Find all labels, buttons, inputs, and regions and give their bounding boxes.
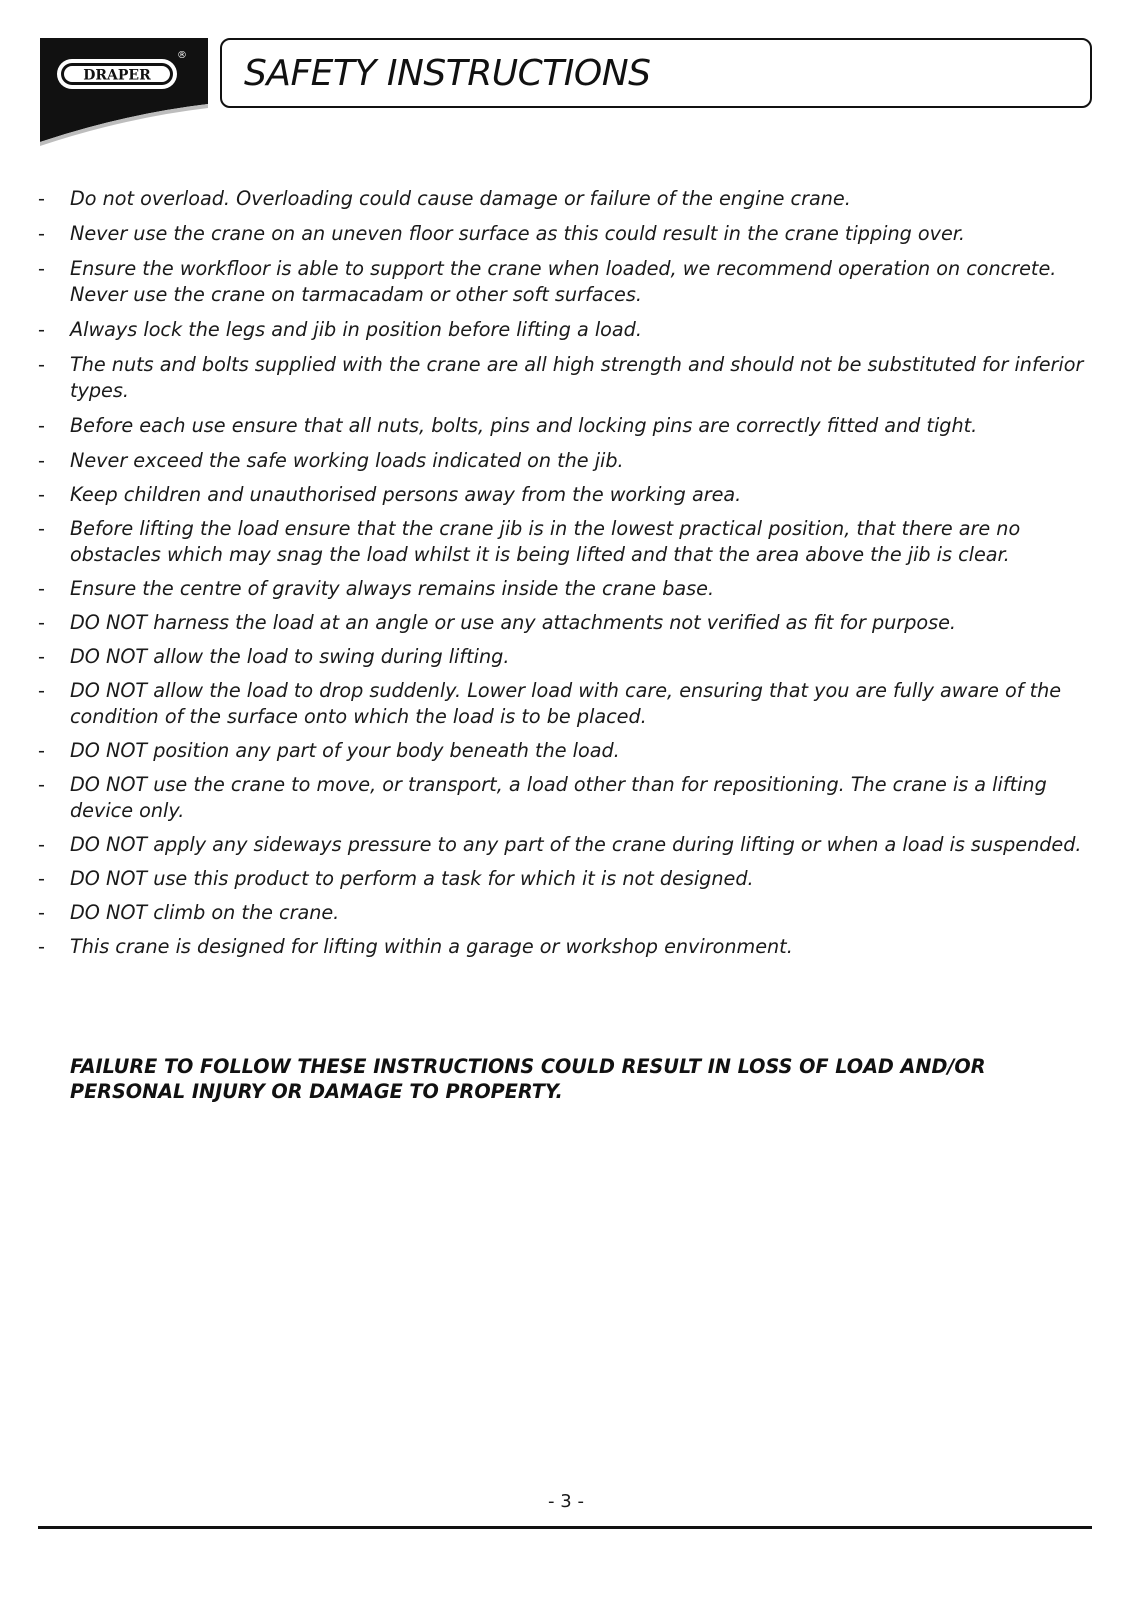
list-bullet: -: [38, 773, 45, 796]
list-bullet: -: [38, 645, 45, 668]
list-item-text: Keep children and unauthorised persons away from the working area.: [70, 483, 742, 506]
list-item: [38, 317, 1098, 343]
list-item: [38, 934, 1098, 960]
list-item-text: Do not overload. Overloading could cause damage or failure of the engine crane.: [70, 187, 851, 210]
registered-mark: ®: [177, 50, 187, 61]
list-item: [38, 576, 1098, 602]
list-item-text: DO NOT climb on the crane.: [70, 901, 340, 924]
list-bullet: -: [38, 187, 45, 210]
list-bullet: -: [38, 318, 45, 341]
brand-logo: [40, 38, 208, 148]
list-item: [38, 256, 1098, 308]
list-item: [38, 678, 1098, 730]
list-item-text: Never exceed the safe working loads indicated on the jib.: [70, 449, 624, 472]
list-item-text: Ensure the workfloor is able to support the crane when loaded, we recommend operation on concrete. Never use the crane on tarmacadam or other soft surfaces.: [70, 257, 1057, 306]
list-item-text: Never use the crane on an uneven floor surface as this could result in the crane tipping over.: [70, 222, 966, 245]
brand-logo-graphic: [40, 38, 208, 148]
list-item: [38, 516, 1098, 568]
brand-name: DRAPER: [83, 67, 151, 84]
list-item-text: DO NOT harness the load at an angle or use any attachments not verified as fit for purpose.: [70, 611, 957, 634]
list-item: [38, 738, 1098, 764]
list-bullet: -: [38, 935, 45, 958]
list-item-text: Before each use ensure that all nuts, bolts, pins and locking pins are correctly fitted and tight.: [70, 414, 978, 437]
footer-divider: [38, 1526, 1092, 1529]
list-bullet: -: [38, 257, 45, 280]
list-bullet: -: [38, 449, 45, 472]
list-item-text: DO NOT use this product to perform a task for which it is not designed.: [70, 867, 754, 890]
list-bullet: -: [38, 901, 45, 924]
list-bullet: -: [38, 577, 45, 600]
list-item: [38, 413, 1098, 439]
list-item-text: DO NOT allow the load to swing during lifting.: [70, 645, 510, 668]
list-bullet: -: [38, 867, 45, 890]
list-item: [38, 644, 1098, 670]
list-item: [38, 772, 1098, 824]
list-item-text: Ensure the centre of gravity always remains inside the crane base.: [70, 577, 715, 600]
list-bullet: -: [38, 833, 45, 856]
list-item: [38, 221, 1098, 247]
list-bullet: -: [38, 353, 45, 376]
warning-notice: FAILURE TO FOLLOW THESE INSTRUCTIONS COULD RESULT IN LOSS OF LOAD AND/OR PERSONAL INJURY OR DAMAGE TO PROPERTY.: [70, 1055, 986, 1103]
list-bullet: -: [38, 517, 45, 540]
list-item: [38, 866, 1098, 892]
list-item-text: DO NOT position any part of your body beneath the load.: [70, 739, 620, 762]
list-bullet: -: [38, 414, 45, 437]
list-item: [38, 448, 1098, 474]
list-item-text: The nuts and bolts supplied with the crane are all high strength and should not be substituted for inferior types.: [70, 353, 1084, 402]
list-item-text: DO NOT allow the load to drop suddenly. Lower load with care, ensuring that you are fully aware of the condition of the surface onto which the load is to be placed.: [70, 679, 1062, 728]
title-box: [220, 38, 1092, 108]
list-bullet: -: [38, 679, 45, 702]
list-bullet: -: [38, 483, 45, 506]
list-bullet: -: [38, 611, 45, 634]
list-item-text: This crane is designed for lifting within a garage or workshop environment.: [70, 935, 793, 958]
page-title: SAFETY INSTRUCTIONS: [244, 52, 651, 94]
list-item: [38, 186, 1098, 212]
list-item: [38, 832, 1098, 858]
list-bullet: -: [38, 739, 45, 762]
instruction-list: [38, 186, 1098, 968]
list-item-text: DO NOT use the crane to move, or transport, a load other than for repositioning. The crane is a lifting device only.: [70, 773, 1047, 822]
page-number: - 3 -: [548, 1491, 584, 1512]
list-item-text: Always lock the legs and jib in position before lifting a load.: [70, 318, 642, 341]
list-item: [38, 352, 1098, 404]
list-item-text: DO NOT apply any sideways pressure to any part of the crane during lifting or when a load is suspended.: [70, 833, 1082, 856]
list-item: [38, 900, 1098, 926]
list-bullet: -: [38, 222, 45, 245]
list-item: [38, 610, 1098, 636]
list-item: [38, 482, 1098, 508]
list-item-text: Before lifting the load ensure that the crane jib is in the lowest practical position, that there are no obstacles which may snag the load whilst it is being lifted and that the area above the jib is clear.: [70, 517, 1021, 566]
